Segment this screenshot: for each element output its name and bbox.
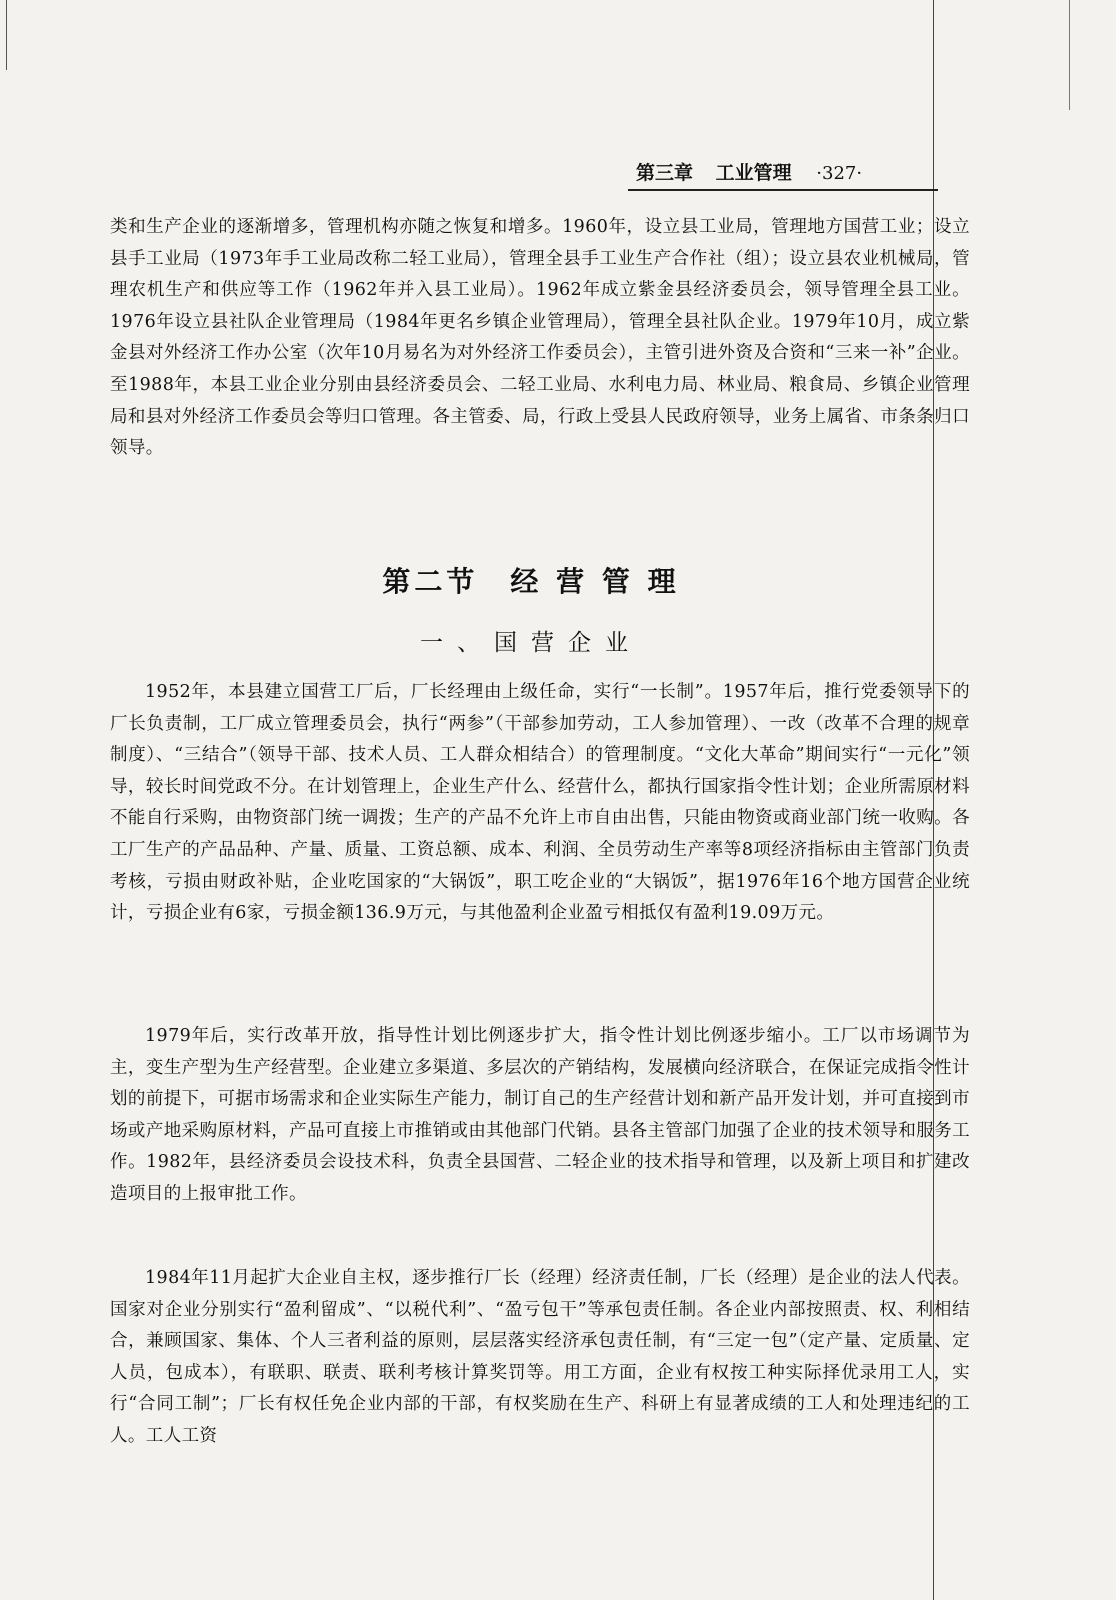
chapter-label: 第三章 <box>636 162 694 184</box>
page-number: ·327· <box>816 163 863 184</box>
scan-edge-line-outer <box>1069 0 1070 110</box>
chapter-title: 工业管理 <box>715 162 792 184</box>
paragraph-state-enterprises-1952: 1952年，本县建立国营工厂后，厂长经理由上级任命，实行“一长制”。1957年后，推行党委领导下的厂长负责制，工厂成立管理委员会，执行“两参”（干部参加劳动，工人参加管理）、一改（改革不合理的规章制度）、“三结合”（领导干部、技术人员、工人群众相结合）的管理制度。“文化大革命”期间实行“一元化”领导，较长时间党政不分。在计划管理上，企业生产什么、经营什么，都执行国家指令性计划；企业所需原材料不能自行采购，由物资部门统一调拨；生产的产品不允许上市自由出售，只能由物资或商业部门统一收购。各工厂生产的产品品种、产量、质量、工资总额、成本、利润、全员劳动生产率等8项经济指标由主管部门负责考核，亏损由财政补贴，企业吃国家的“大锅饭”，职工吃企业的“大锅饭”，据1976年16个地方国营企业统计，亏损企业有6家，亏损金额136.9万元，与其他盈利企业盈亏相抵仅有盈利19.09万元。 <box>110 682 970 924</box>
subsection-title: 一、国营企业 <box>420 630 642 656</box>
scan-edge-line-left <box>6 0 7 70</box>
running-head <box>636 158 956 185</box>
paragraph-reform-1979: 1979年后，实行改革开放，指导性计划比例逐步扩大，指令性计划比例逐步缩小。工厂以市场调节为主，变生产型为生产经营型。企业建立多渠道、多层次的产销结构，发展横向经济联合，在保证完成指令性计划的前提下，可据市场需求和企业实际生产能力，制订自己的生产经营计划和新产品开发计划，并可直接到市场或产地采购原材料，产品可直接上市推销或由其他部门代销。县各主管部门加强了企业的技术领导和服务工作。1982年，县经济委员会设技术科，负责全县国营、二轻企业的技术指导和管理，以及新上项目和扩建改造项目的上报审批工作。 <box>110 1026 970 1204</box>
paragraph-autonomy-1984: 1984年11月起扩大企业自主权，逐步推行厂长（经理）经济责任制，厂长（经理）是企业的法人代表。国家对企业分别实行“盈利留成”、“以税代利”、“盈亏包干”等承包责任制。各企业内部按照责、权、利相结合，兼顾国家、集体、个人三者利益的原则，层层落实经济承包责任制，有“三定一包”（定产量、定质量、定人员，包成本），有联职、联责、联利考核计算奖罚等。用工方面，企业有权按工种实际择优录用工人，实行“合同工制”；厂长有权任免企业内部的干部，有权奖励在生产、科研上有显著成绩的工人和处理违纪的工人。工人工资 <box>110 1268 970 1446</box>
section-title: 第二节 经 营 管 理 <box>382 565 680 598</box>
header-rule <box>628 189 938 191</box>
paragraph-management-agencies: 类和生产企业的逐渐增多，管理机构亦随之恢复和增多。1960年，设立县工业局，管理地方国营工业；设立县手工业局（1973年手工业局改称二轻工业局），管理全县手工业生产合作社（组）；设立县农业机械局，管理农机生产和供应等工作（1962年并入县工业局）。1962年成立紫金县经济委员会，领导管理全县工业。1976年设立县社队企业管理局（1984年更名乡镇企业管理局），管理全县社队企业。1979年10月，成立紫金县对外经济工作办公室（次年10月易名为对外经济工作委员会），主管引进外资及合资和“三来一补”企业。至1988年，本县工业企业分别由县经济委员会、二轻工业局、水利电力局、林业局、粮食局、乡镇企业管理局和县对外经济工作委员会等归口管理。各主管委、局，行政上受县人民政府领导，业务上属省、市条条归口领导。 <box>110 217 970 459</box>
